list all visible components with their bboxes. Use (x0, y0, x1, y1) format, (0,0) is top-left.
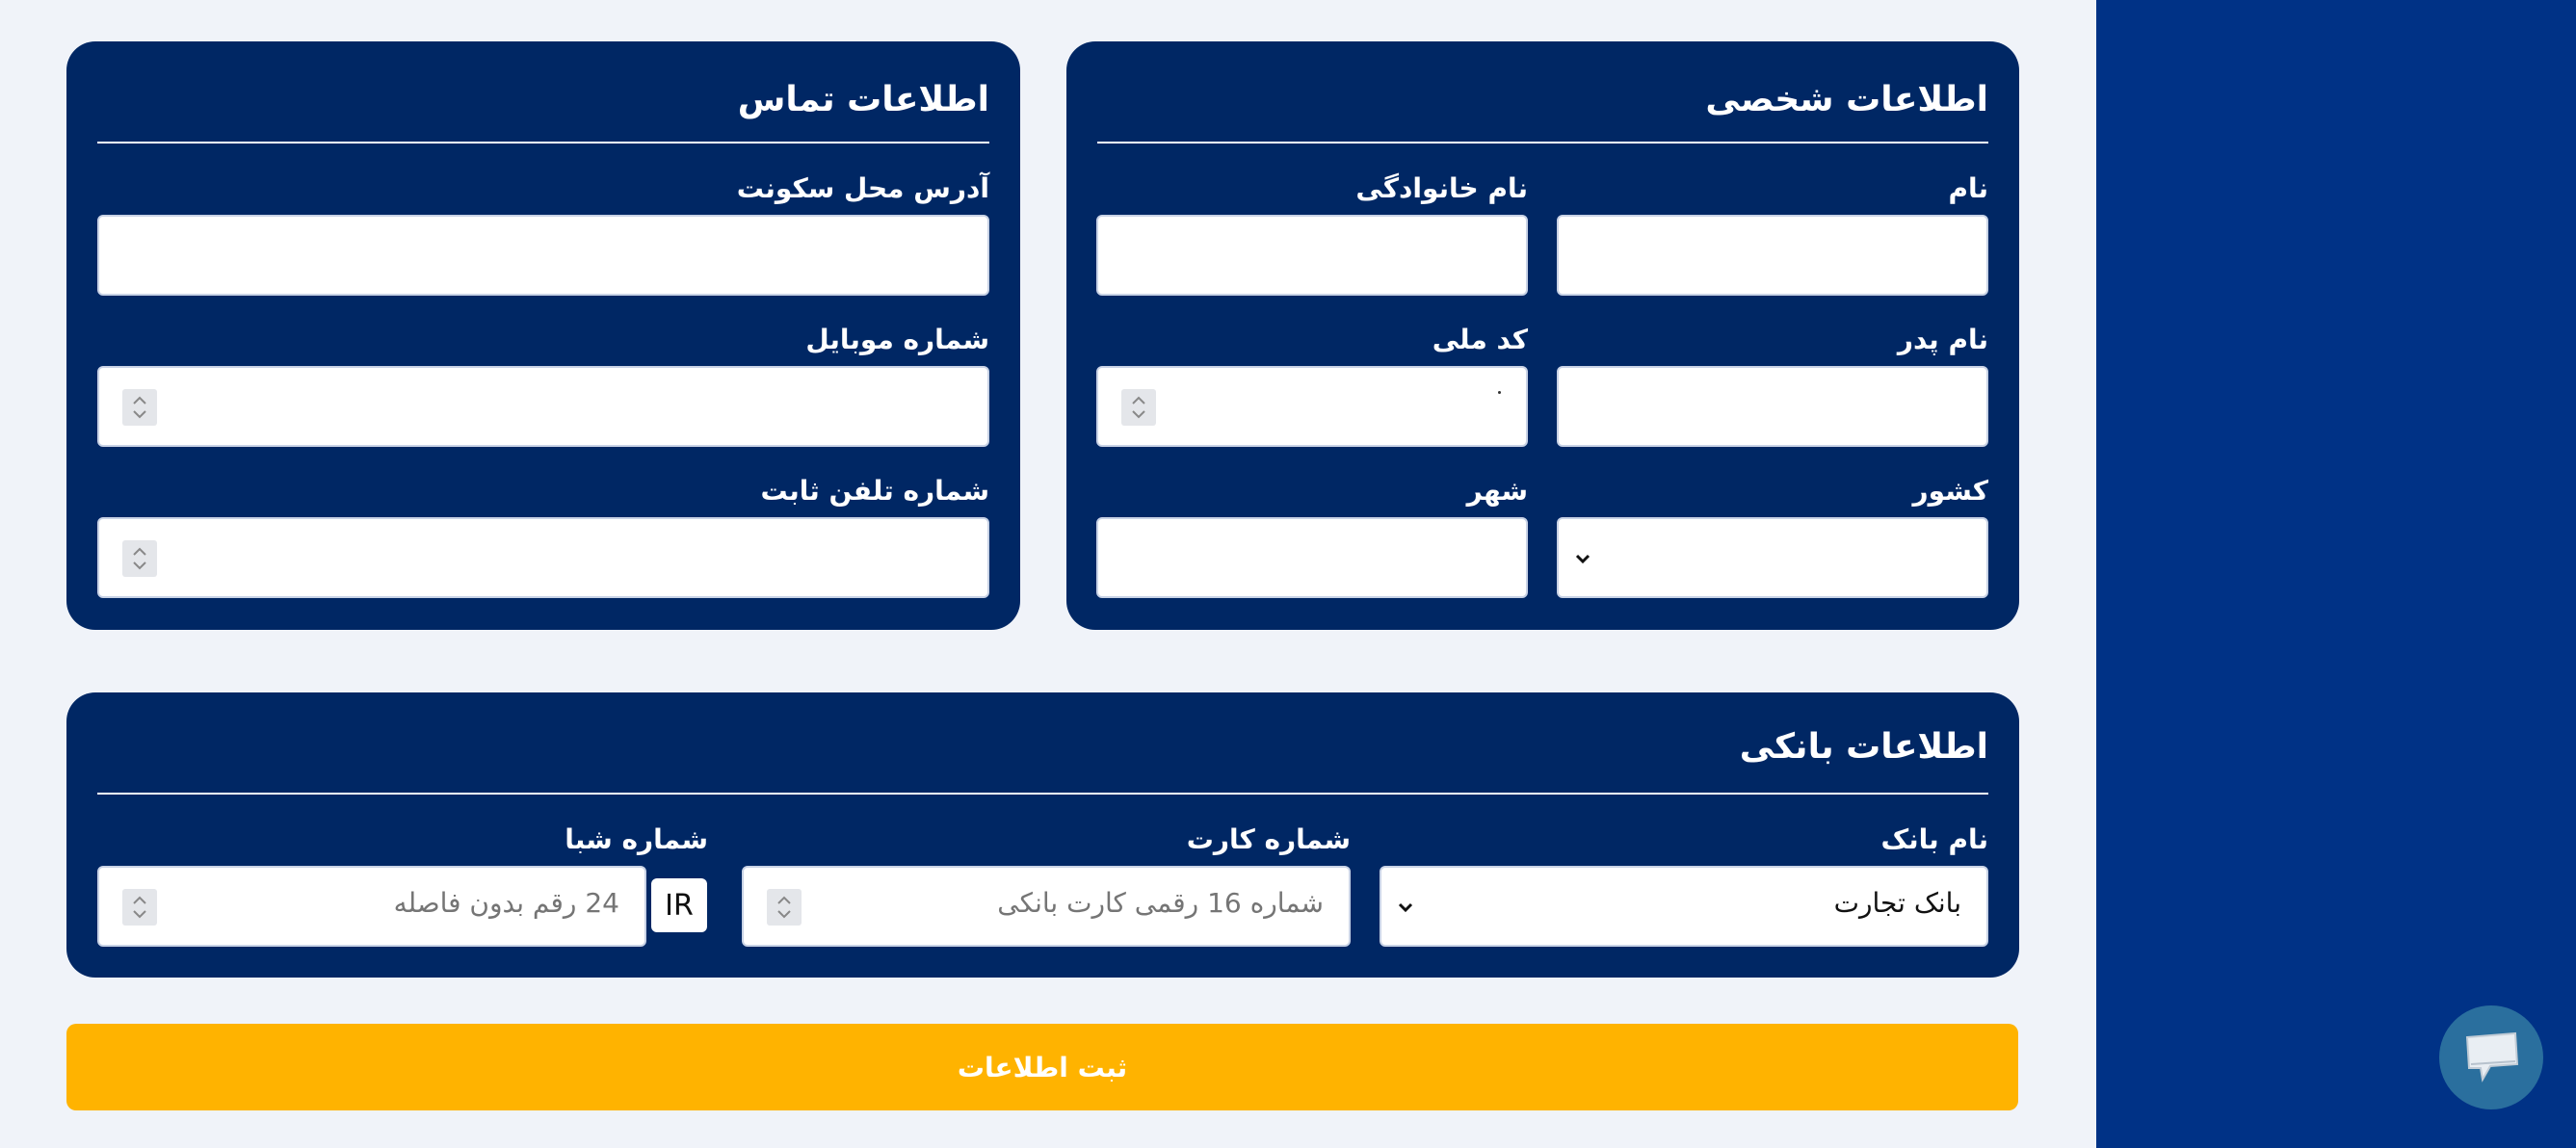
landline-input[interactable] (97, 517, 989, 598)
card-number-input[interactable] (742, 866, 1351, 947)
mobile-input[interactable] (97, 366, 989, 447)
spinner-arrows-icon[interactable] (122, 389, 157, 426)
chevron-down-icon (1395, 897, 1416, 918)
input-cursor (1498, 391, 1501, 394)
city-label: شهر (1466, 475, 1528, 507)
last-name-input[interactable] (1096, 215, 1528, 296)
bank-name-value: بانک تجارت (1833, 887, 1961, 919)
spinner-arrows-icon[interactable] (122, 540, 157, 577)
card-number-label: شماره کارت (1186, 823, 1351, 855)
bank-name-label: نام بانک (1880, 823, 1988, 855)
spinner-arrows-icon[interactable] (1121, 389, 1156, 426)
country-label: کشور (1912, 475, 1988, 507)
city-input[interactable] (1096, 517, 1528, 598)
card-number-placeholder: شماره 16 رقمی کارت بانکی (997, 887, 1324, 919)
side-panel (2096, 0, 2576, 1148)
national-code-input[interactable] (1096, 366, 1528, 447)
first-name-label: نام (1948, 172, 1988, 204)
chat-button[interactable] (2439, 1005, 2543, 1109)
mobile-label: شماره موبایل (805, 324, 989, 355)
country-select[interactable] (1557, 517, 1988, 598)
national-code-label: کد ملی (1432, 324, 1528, 355)
bank-name-select[interactable] (1380, 866, 1988, 947)
first-name-input[interactable] (1557, 215, 1988, 296)
spinner-arrows-icon[interactable] (122, 889, 157, 926)
contact-info-card (66, 41, 1020, 630)
personal-info-title: اطلاعات شخصی (1705, 80, 1988, 119)
bank-info-card (66, 692, 2019, 978)
landline-label: شماره تلفن ثابت (760, 475, 989, 507)
father-name-input[interactable] (1557, 366, 1988, 447)
submit-button[interactable]: ثبت اطلاعات (66, 1024, 2018, 1110)
sheba-prefix-badge: IR (651, 878, 707, 932)
contact-info-title: اطلاعات تماس (737, 80, 989, 119)
bank-info-title: اطلاعات بانکی (1739, 727, 1988, 767)
last-name-label: نام خانوادگی (1355, 172, 1528, 204)
father-name-label: نام پدر (1897, 324, 1988, 355)
sheba-label: شماره شبا (565, 823, 708, 855)
divider (1097, 142, 1988, 144)
sheba-input[interactable] (97, 866, 646, 947)
chat-bubble-icon (2461, 1030, 2521, 1085)
address-label: آدرس محل سکونت (736, 172, 989, 204)
chevron-down-icon (1572, 548, 1593, 569)
divider (97, 793, 1988, 795)
divider (97, 142, 989, 144)
address-input[interactable] (97, 215, 989, 296)
sheba-placeholder: 24 رقم بدون فاصله (393, 887, 619, 919)
personal-info-card (1066, 41, 2019, 630)
spinner-arrows-icon[interactable] (767, 889, 802, 926)
